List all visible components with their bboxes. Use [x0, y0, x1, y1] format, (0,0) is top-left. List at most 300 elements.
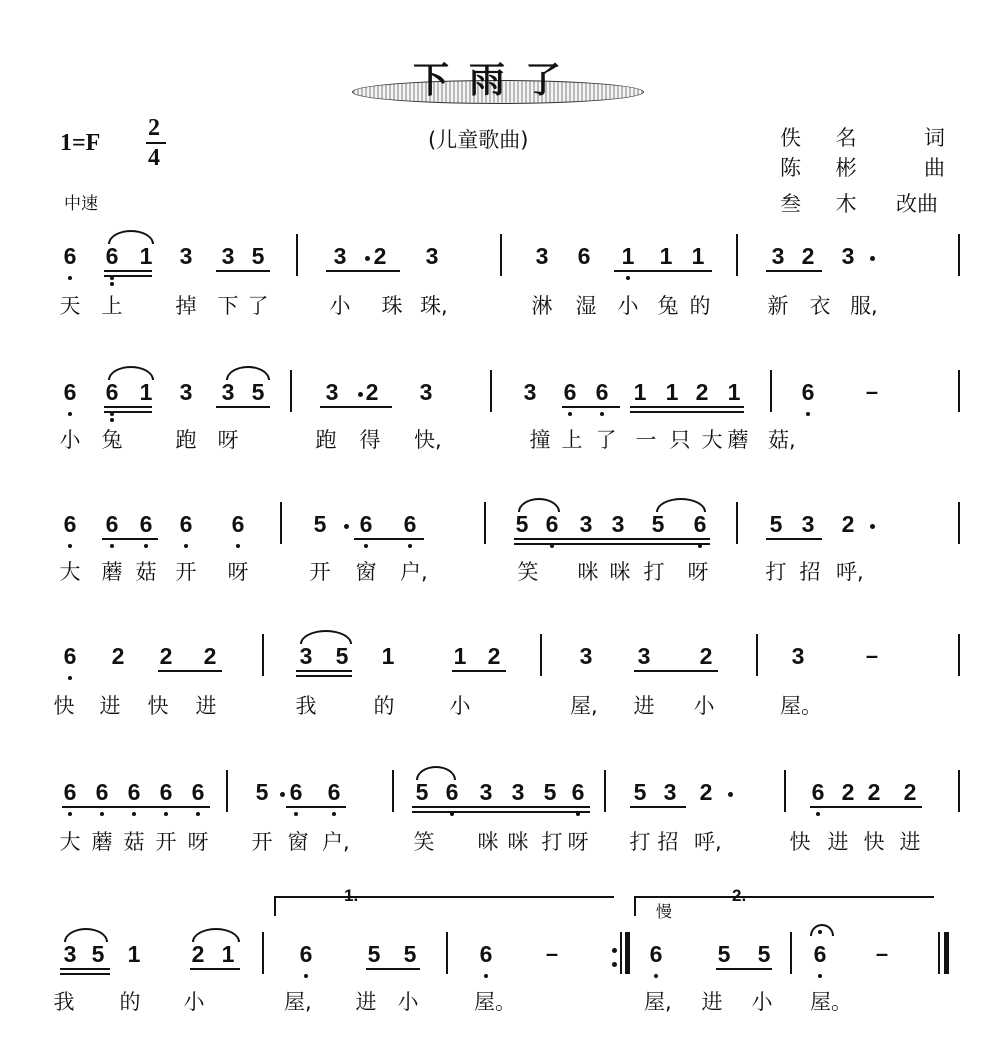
note-numeral: 2 [699, 643, 713, 669]
lyric-syllable: 菇 [123, 830, 145, 854]
low-octave-dot [164, 812, 168, 816]
note-numeral: 6 [545, 511, 559, 537]
dash-hold: – [865, 379, 879, 404]
low-octave-dot [110, 412, 114, 416]
lyric-syllable: 打 [629, 830, 651, 854]
beam-underline [412, 806, 590, 808]
lyric-syllable: 新 [767, 294, 789, 318]
lyric-syllable: 了 [247, 294, 269, 318]
barline [756, 634, 758, 676]
note-numeral: 3 [179, 379, 193, 405]
lyric-syllable: 小 [693, 694, 715, 718]
note-numeral: 3 [179, 243, 193, 269]
barline [296, 234, 298, 276]
slur-tie [656, 498, 706, 512]
lyric-syllable: 呀 [687, 560, 709, 584]
note-numeral: 5 [543, 779, 557, 805]
low-octave-dot [110, 544, 114, 548]
beam-underline [366, 968, 420, 970]
lyric-syllable: 招 [799, 560, 821, 584]
beam-underline [634, 670, 718, 672]
low-octave-dot [68, 676, 72, 680]
lyric-syllable: 小 [751, 990, 773, 1014]
note-numeral: 6 [299, 941, 313, 967]
volta-second-label: 2. [732, 886, 747, 905]
lyric-syllable: 快 [863, 830, 885, 854]
lyric-syllable: 上 [561, 428, 583, 452]
note-numeral: 1 [127, 941, 141, 967]
beam-underline [62, 806, 210, 808]
lyric-syllable: 屋, [644, 990, 672, 1014]
low-octave-dot [100, 812, 104, 816]
lyric-syllable: 户, [322, 830, 350, 854]
lyric-syllable: 进 [99, 694, 121, 718]
barline [958, 502, 960, 544]
lyric-syllable: 了 [595, 428, 617, 452]
beam-underline [562, 406, 620, 408]
note-numeral: 6 [563, 379, 577, 405]
lyric-syllable: 小 [59, 428, 81, 452]
lyric-syllable: 小 [449, 694, 471, 718]
note-numeral: 6 [159, 779, 173, 805]
credit-name: 叁 木 [780, 192, 871, 216]
lyric-syllable: 珠 [381, 294, 403, 318]
lyric-syllable: 打 [643, 560, 665, 584]
note-numeral: 6 [63, 379, 77, 405]
note-numeral: 5 [633, 779, 647, 805]
lyric-syllable: 笑 [413, 830, 435, 854]
lyric-syllable: 珠, [420, 294, 448, 318]
lyric-syllable: 小 [329, 294, 351, 318]
lyric-syllable: 兔 [657, 294, 679, 318]
lyric-syllable: 进 [701, 990, 723, 1014]
note-numeral: 3 [579, 643, 593, 669]
time-signature-denominator: 4 [148, 145, 160, 171]
low-octave-dot [600, 412, 604, 416]
note-numeral: 6 [95, 779, 109, 805]
slur-tie [108, 230, 154, 244]
lyric-syllable: 进 [195, 694, 217, 718]
slur-tie [192, 928, 240, 942]
barline [736, 502, 738, 544]
note-numeral: 5 [255, 779, 269, 805]
low-octave-dot [576, 812, 580, 816]
note-numeral: 5 [251, 379, 265, 405]
lyric-syllable: 户, [400, 560, 428, 584]
final-thick-barline [944, 932, 949, 974]
lyric-syllable: 开 [155, 830, 177, 854]
note-numeral: 6 [693, 511, 707, 537]
note-numeral: 6 [801, 379, 815, 405]
lyric-syllable: 跑 [315, 428, 337, 452]
note-numeral: 3 [663, 779, 677, 805]
lyric-syllable: 开 [175, 560, 197, 584]
dash-hold: – [865, 643, 879, 668]
slur-tie [518, 498, 560, 512]
credit-name: 陈 彬 [780, 156, 871, 180]
barline [392, 770, 394, 812]
note-numeral: 6 [63, 643, 77, 669]
augmentation-dot [344, 524, 349, 529]
beam-underline [60, 973, 110, 975]
note-numeral: 3 [841, 243, 855, 269]
beam-underline [630, 411, 744, 413]
low-octave-dot [68, 812, 72, 816]
credit-role: 词 [924, 126, 945, 150]
note-numeral: 3 [299, 643, 313, 669]
beam-underline [104, 406, 152, 408]
barline [262, 932, 264, 974]
barline [490, 370, 492, 412]
beam-underline [766, 538, 822, 540]
lyric-syllable: 窗 [355, 560, 377, 584]
note-numeral: 3 [523, 379, 537, 405]
note-numeral: 6 [403, 511, 417, 537]
lyric-syllable: 进 [633, 694, 655, 718]
note-numeral: 1 [139, 243, 153, 269]
note-numeral: 6 [179, 511, 193, 537]
barline [620, 932, 622, 974]
lyric-syllable: 小 [183, 990, 205, 1014]
lyric-syllable: 呀 [187, 830, 209, 854]
beam-underline [630, 406, 744, 408]
repeat-dot [612, 948, 617, 953]
note-numeral: 3 [479, 779, 493, 805]
low-octave-dot [816, 812, 820, 816]
beam-underline [514, 538, 710, 540]
low-octave-dot [484, 974, 488, 978]
note-numeral: 1 [727, 379, 741, 405]
barline [958, 770, 960, 812]
lyric-syllable: 进 [355, 990, 377, 1014]
note-numeral: 3 [333, 243, 347, 269]
slur-tie [416, 766, 456, 780]
credit-role: 改曲 [896, 192, 938, 216]
credit-role: 曲 [924, 156, 945, 180]
lyric-syllable: 兔 [101, 428, 123, 452]
volta-first-label: 1. [344, 886, 359, 905]
note-numeral: 5 [91, 941, 105, 967]
lyric-syllable: 开 [251, 830, 273, 854]
time-signature-numerator: 2 [148, 115, 160, 141]
note-numeral: 2 [111, 643, 125, 669]
note-numeral: 6 [595, 379, 609, 405]
note-numeral: 2 [373, 243, 387, 269]
note-numeral: 5 [335, 643, 349, 669]
low-octave-dot [568, 412, 572, 416]
volta-bracket-left [634, 896, 636, 916]
lyric-syllable: 衣 [809, 294, 831, 318]
lyric-syllable: 快 [147, 694, 169, 718]
lyric-syllable: 快 [53, 694, 75, 718]
song-subtitle: (儿童歌曲) [428, 128, 529, 152]
note-numeral: 2 [203, 643, 217, 669]
note-numeral: 6 [359, 511, 373, 537]
lyric-syllable: 服, [850, 294, 878, 318]
note-numeral: 2 [159, 643, 173, 669]
augmentation-dot [280, 792, 285, 797]
slur-tie [300, 630, 352, 644]
volta-first-line [274, 896, 614, 898]
low-octave-dot [294, 812, 298, 816]
note-numeral: 3 [771, 243, 785, 269]
slur-tie [226, 366, 270, 380]
note-numeral: 5 [403, 941, 417, 967]
beam-underline [810, 806, 922, 808]
lyric-syllable: 大 [701, 428, 723, 452]
lyric-syllable: 进 [899, 830, 921, 854]
lyric-syllable: 大 [59, 560, 81, 584]
lyric-syllable: 打 [765, 560, 787, 584]
low-octave-dot [68, 276, 72, 280]
barline [484, 502, 486, 544]
low-octave-dot [408, 544, 412, 548]
low-octave-dot [654, 974, 658, 978]
lyric-syllable: 进 [827, 830, 849, 854]
note-numeral: 6 [571, 779, 585, 805]
note-numeral: 6 [105, 379, 119, 405]
note-numeral: 3 [419, 379, 433, 405]
lyric-syllable: 屋, [570, 694, 598, 718]
lyric-syllable: 笑 [517, 560, 539, 584]
note-numeral: 6 [577, 243, 591, 269]
title-banner [352, 60, 642, 110]
lyric-syllable: 的 [689, 294, 711, 318]
beam-underline [286, 806, 346, 808]
note-numeral: 3 [221, 379, 235, 405]
low-octave-dot [818, 974, 822, 978]
lyric-syllable: 屋。 [474, 990, 516, 1014]
note-numeral: 1 [381, 643, 395, 669]
note-numeral: 1 [221, 941, 235, 967]
low-octave-dot [144, 544, 148, 548]
beam-underline [766, 270, 822, 272]
lyric-syllable: 我 [53, 990, 75, 1014]
beam-underline [296, 670, 352, 672]
note-numeral: 3 [63, 941, 77, 967]
lyric-syllable: 小 [617, 294, 639, 318]
volta-bracket-left [274, 896, 276, 916]
barline [790, 932, 792, 974]
fermata [810, 924, 834, 936]
low-octave-dot [110, 276, 114, 280]
note-numeral: 3 [511, 779, 525, 805]
note-numeral: 6 [105, 243, 119, 269]
beam-underline [716, 968, 772, 970]
lyric-syllable: 呼, [694, 830, 722, 854]
low-octave-dot [450, 812, 454, 816]
note-numeral: 5 [651, 511, 665, 537]
note-numeral: 1 [453, 643, 467, 669]
lyric-syllable: 大 [59, 830, 81, 854]
note-numeral: 3 [325, 379, 339, 405]
note-numeral: 3 [611, 511, 625, 537]
lyric-syllable: 窗 [287, 830, 309, 854]
tempo-marking: 中速 [64, 194, 98, 214]
lyric-syllable: 掉 [175, 294, 197, 318]
beam-underline [320, 406, 392, 408]
key-signature: 1=F [60, 130, 101, 156]
lyric-syllable: 跑 [175, 428, 197, 452]
lyric-syllable: 招 [657, 830, 679, 854]
note-numeral: 1 [621, 243, 635, 269]
beam-underline [102, 538, 158, 540]
volta-second-line [634, 896, 934, 898]
lyric-syllable: 天 [59, 294, 81, 318]
barline [784, 770, 786, 812]
augmentation-dot [365, 256, 370, 261]
barline [938, 932, 940, 974]
barline [262, 634, 264, 676]
barline [290, 370, 292, 412]
note-numeral: 6 [445, 779, 459, 805]
note-numeral: 2 [365, 379, 379, 405]
note-numeral: 2 [695, 379, 709, 405]
beam-underline [216, 406, 270, 408]
barline [540, 634, 542, 676]
note-numeral: 6 [811, 779, 825, 805]
low-octave-dot [332, 812, 336, 816]
note-numeral: 2 [487, 643, 501, 669]
beam-underline [216, 270, 270, 272]
note-numeral: 1 [665, 379, 679, 405]
note-numeral: 3 [791, 643, 805, 669]
note-numeral: 5 [251, 243, 265, 269]
augmentation-dot [870, 256, 875, 261]
low-octave-dot [364, 544, 368, 548]
barline [280, 502, 282, 544]
barline [958, 370, 960, 412]
note-numeral: 5 [769, 511, 783, 537]
low-octave-dot [68, 544, 72, 548]
note-numeral: 3 [221, 243, 235, 269]
beam-underline [104, 270, 152, 272]
lyric-syllable: 撞 [529, 428, 551, 452]
note-numeral: 3 [579, 511, 593, 537]
augmentation-dot [728, 792, 733, 797]
note-numeral: 3 [637, 643, 651, 669]
note-numeral: 6 [63, 243, 77, 269]
beam-underline [354, 538, 424, 540]
note-numeral: 1 [633, 379, 647, 405]
note-numeral: 3 [535, 243, 549, 269]
barline [736, 234, 738, 276]
note-numeral: 1 [691, 243, 705, 269]
lyric-syllable: 屋, [284, 990, 312, 1014]
beam-underline [296, 675, 352, 677]
lyric-syllable: 咪 [577, 560, 599, 584]
repeat-dot [612, 962, 617, 967]
song-title: 下雨了 [412, 59, 581, 101]
barline [770, 370, 772, 412]
lyric-syllable: 我 [295, 694, 317, 718]
note-numeral: 5 [515, 511, 529, 537]
lyric-syllable: 蘑 [727, 428, 749, 452]
note-numeral: 2 [699, 779, 713, 805]
note-numeral: 2 [801, 243, 815, 269]
time-signature-line [146, 142, 166, 144]
lyric-syllable: 快 [789, 830, 811, 854]
repeat-thick-barline [625, 932, 630, 974]
barline [604, 770, 606, 812]
lyric-syllable: 蘑 [101, 560, 123, 584]
lyric-syllable: 一 [635, 428, 657, 452]
low-octave-dot [184, 544, 188, 548]
low-octave-dot [132, 812, 136, 816]
lyric-syllable: 咪 [507, 830, 529, 854]
lyric-syllable: 得 [359, 428, 381, 452]
lyric-syllable: 打 [541, 830, 563, 854]
lyric-syllable: 淋 [531, 294, 553, 318]
augmentation-dot [358, 392, 363, 397]
barline [446, 932, 448, 974]
note-numeral: 3 [801, 511, 815, 537]
tempo-slow-mark: 慢 [656, 902, 673, 921]
lyric-syllable: 快, [414, 428, 442, 452]
note-numeral: 6 [813, 941, 827, 967]
low-octave-dot [110, 418, 114, 422]
lyric-syllable: 咪 [609, 560, 631, 584]
lyric-syllable: 菇 [135, 560, 157, 584]
beam-underline [326, 270, 400, 272]
note-numeral: 2 [867, 779, 881, 805]
note-numeral: 6 [63, 779, 77, 805]
dash-hold: – [545, 941, 559, 966]
note-numeral: 2 [191, 941, 205, 967]
note-numeral: 5 [367, 941, 381, 967]
lyric-syllable: 呼, [836, 560, 864, 584]
lyric-syllable: 湿 [575, 294, 597, 318]
note-numeral: 5 [415, 779, 429, 805]
credit-name: 佚 名 [780, 126, 871, 150]
barline [226, 770, 228, 812]
lyric-syllable: 上 [101, 294, 123, 318]
lyric-syllable: 菇, [768, 428, 796, 452]
lyric-syllable: 屋。 [780, 694, 822, 718]
beam-underline [412, 811, 590, 813]
note-numeral: 6 [231, 511, 245, 537]
lyric-syllable: 咪 [477, 830, 499, 854]
beam-underline [614, 270, 712, 272]
low-octave-dot [698, 544, 702, 548]
note-numeral: 5 [313, 511, 327, 537]
note-numeral: 3 [425, 243, 439, 269]
lyric-syllable: 屋。 [810, 990, 852, 1014]
note-numeral: 6 [327, 779, 341, 805]
low-octave-dot [304, 974, 308, 978]
lyric-syllable: 呀 [227, 560, 249, 584]
lyric-syllable: 呀 [567, 830, 589, 854]
lyric-syllable: 开 [309, 560, 331, 584]
low-octave-dot [196, 812, 200, 816]
low-octave-dot [626, 276, 630, 280]
low-octave-dot [68, 412, 72, 416]
slur-tie [108, 366, 154, 380]
note-numeral: 6 [105, 511, 119, 537]
note-numeral: 2 [841, 779, 855, 805]
note-numeral: 6 [127, 779, 141, 805]
note-numeral: 6 [63, 511, 77, 537]
note-numeral: 5 [757, 941, 771, 967]
note-numeral: 6 [649, 941, 663, 967]
low-octave-dot [550, 544, 554, 548]
beam-underline [514, 543, 710, 545]
beam-underline [452, 670, 506, 672]
note-numeral: 6 [289, 779, 303, 805]
low-octave-dot [806, 412, 810, 416]
beam-underline [630, 806, 686, 808]
note-numeral: 2 [841, 511, 855, 537]
